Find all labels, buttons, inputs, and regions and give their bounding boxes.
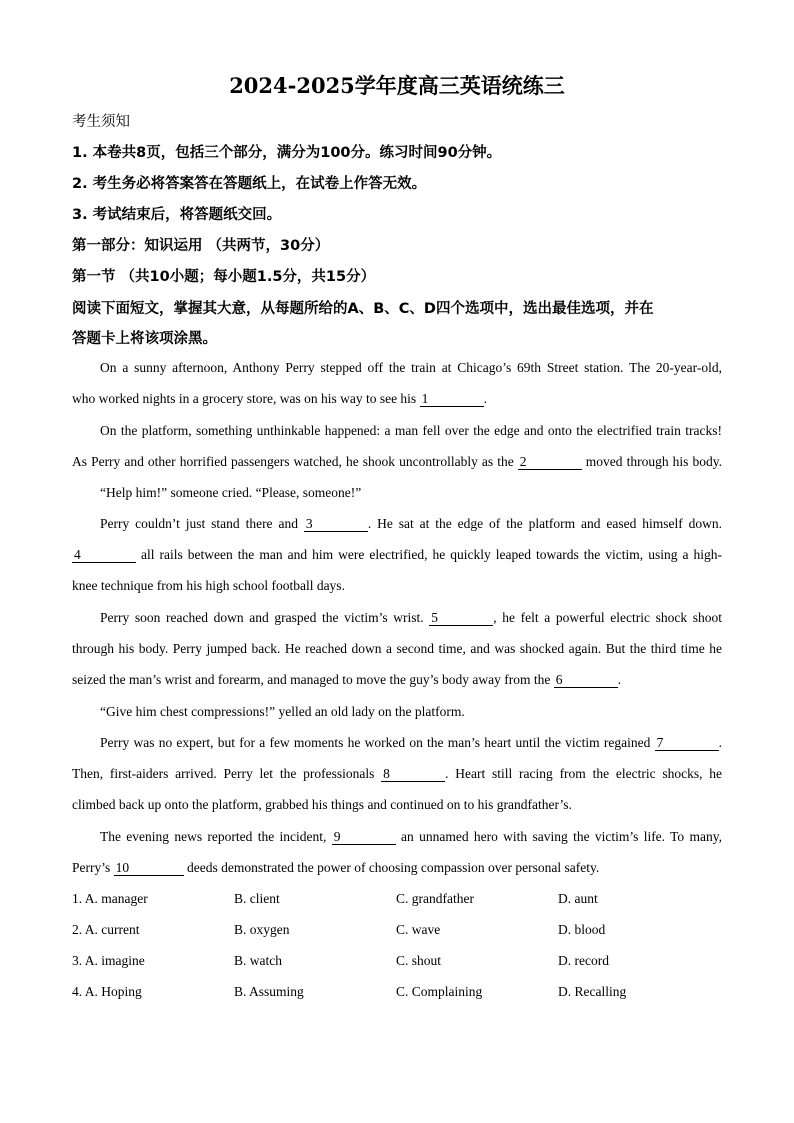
passage-line: As Perry and other horrified passengers watched, he shook uncontrollably as the 2 moved through his body. xyxy=(72,454,722,469)
option-c: C. grandfather xyxy=(396,891,474,906)
passage-line: Perry was no expert, but for a few moments he worked on the man’s heart until the victim regained 7 . xyxy=(100,735,722,750)
option-c: C. Complaining xyxy=(396,984,483,999)
notice-item-1: 1. 本卷共8页，包括三个部分，满分为100分。练习时间90分钟。 xyxy=(72,145,502,161)
option-b: B. client xyxy=(234,891,280,906)
passage-line: who worked nights in a grocery store, was on his way to see his 1 . xyxy=(72,391,487,406)
notice-item-3: 3. 考试结束后，将答题纸交回。 xyxy=(72,207,282,223)
options-row xyxy=(72,953,732,971)
blank-9: 9 xyxy=(332,830,396,845)
instructions-line-1: 阅读下面短文，掌握其大意，从每题所给的A、B、C、D四个选项中，选出最佳选项，并在 xyxy=(72,301,654,317)
option-d: D. Recalling xyxy=(558,984,627,999)
passage-line: Perry couldn’t just stand there and 3 . He sat at the edge of the platform and eased himself down. xyxy=(100,516,722,531)
option-b: B. watch xyxy=(234,953,282,968)
option-a: 1. A. manager xyxy=(72,891,148,906)
passage-line: The evening news reported the incident, 9 an unnamed hero with saving the victim’s life. To many, xyxy=(100,829,722,844)
passage-line: Perry’s 10 deeds demonstrated the power of choosing compassion over personal safety. xyxy=(72,860,600,875)
passage-line: climbed back up onto the platform, grabbed his things and continued on to his grandfather’s. xyxy=(72,797,572,812)
blank-8: 8 xyxy=(381,767,445,782)
blank-5: 5 xyxy=(429,611,493,626)
option-a: 4. A. Hoping xyxy=(72,984,142,999)
passage-line: “Give him chest compressions!” yelled an old lady on the platform. xyxy=(100,704,465,719)
option-c: C. shout xyxy=(396,953,442,968)
option-a: 3. A. imagine xyxy=(72,953,145,968)
options-row xyxy=(72,922,732,940)
passage-line: On a sunny afternoon, Anthony Perry stepped off the train at Chicago’s 69th Street station. The 20-year-old, xyxy=(100,360,722,375)
option-a: 2. A. current xyxy=(72,922,140,937)
option-d: D. aunt xyxy=(558,891,598,906)
passage-line: On the platform, something unthinkable happened: a man fell over the edge and onto the electrified train tracks! xyxy=(100,423,722,438)
option-b: B. Assuming xyxy=(234,984,304,999)
option-d: D. blood xyxy=(558,922,606,937)
blank-1: 1 xyxy=(420,392,484,407)
passage-line: Then, first-aiders arrived. Perry let the professionals 8 . Heart still racing from the electric shocks, he xyxy=(72,766,722,781)
option-c: C. wave xyxy=(396,922,441,937)
blank-2: 2 xyxy=(518,455,582,470)
passage-line: 4 all rails between the man and him were electrified, he quickly leaped towards the victim, using a high- xyxy=(74,547,722,562)
options-row xyxy=(72,891,732,909)
notice-item-2: 2. 考生务必将答案答在答题纸上，在试卷上作答无效。 xyxy=(72,176,427,192)
passage-line: seized the man’s wrist and forearm, and managed to move the guy’s body away from the 6 . xyxy=(72,672,622,687)
blank-3: 3 xyxy=(304,517,368,532)
option-d: D. record xyxy=(558,953,609,968)
options-row xyxy=(72,984,732,1002)
passage-line: Perry soon reached down and grasped the victim’s wrist. 5 , he felt a powerful electric shock shoot xyxy=(100,610,722,625)
option-b: B. oxygen xyxy=(234,922,290,937)
blank-7: 7 xyxy=(655,736,719,751)
passage-line: through his body. Perry jumped back. He reached down a second time, and was shocked again. But the third time he xyxy=(72,641,722,656)
instructions-line-2: 答题卡上将该项涂黑。 xyxy=(72,331,217,347)
passage-line: knee technique from his high school football days. xyxy=(72,578,345,593)
blank-6: 6 xyxy=(554,673,618,688)
notice-heading: 考生须知 xyxy=(72,114,130,130)
blank-4: 4 xyxy=(72,548,136,563)
section-heading: 第一节 （共10小题；每小题1.5分，共15分） xyxy=(72,269,376,285)
exam-title: 2024-2025学年度高三英语统练三 xyxy=(229,73,565,98)
part-heading: 第一部分：知识运用 （共两节，30分） xyxy=(72,238,330,254)
blank-10: 10 xyxy=(114,861,184,876)
passage-line: “Help him!” someone cried. “Please, someone!” xyxy=(100,485,362,500)
